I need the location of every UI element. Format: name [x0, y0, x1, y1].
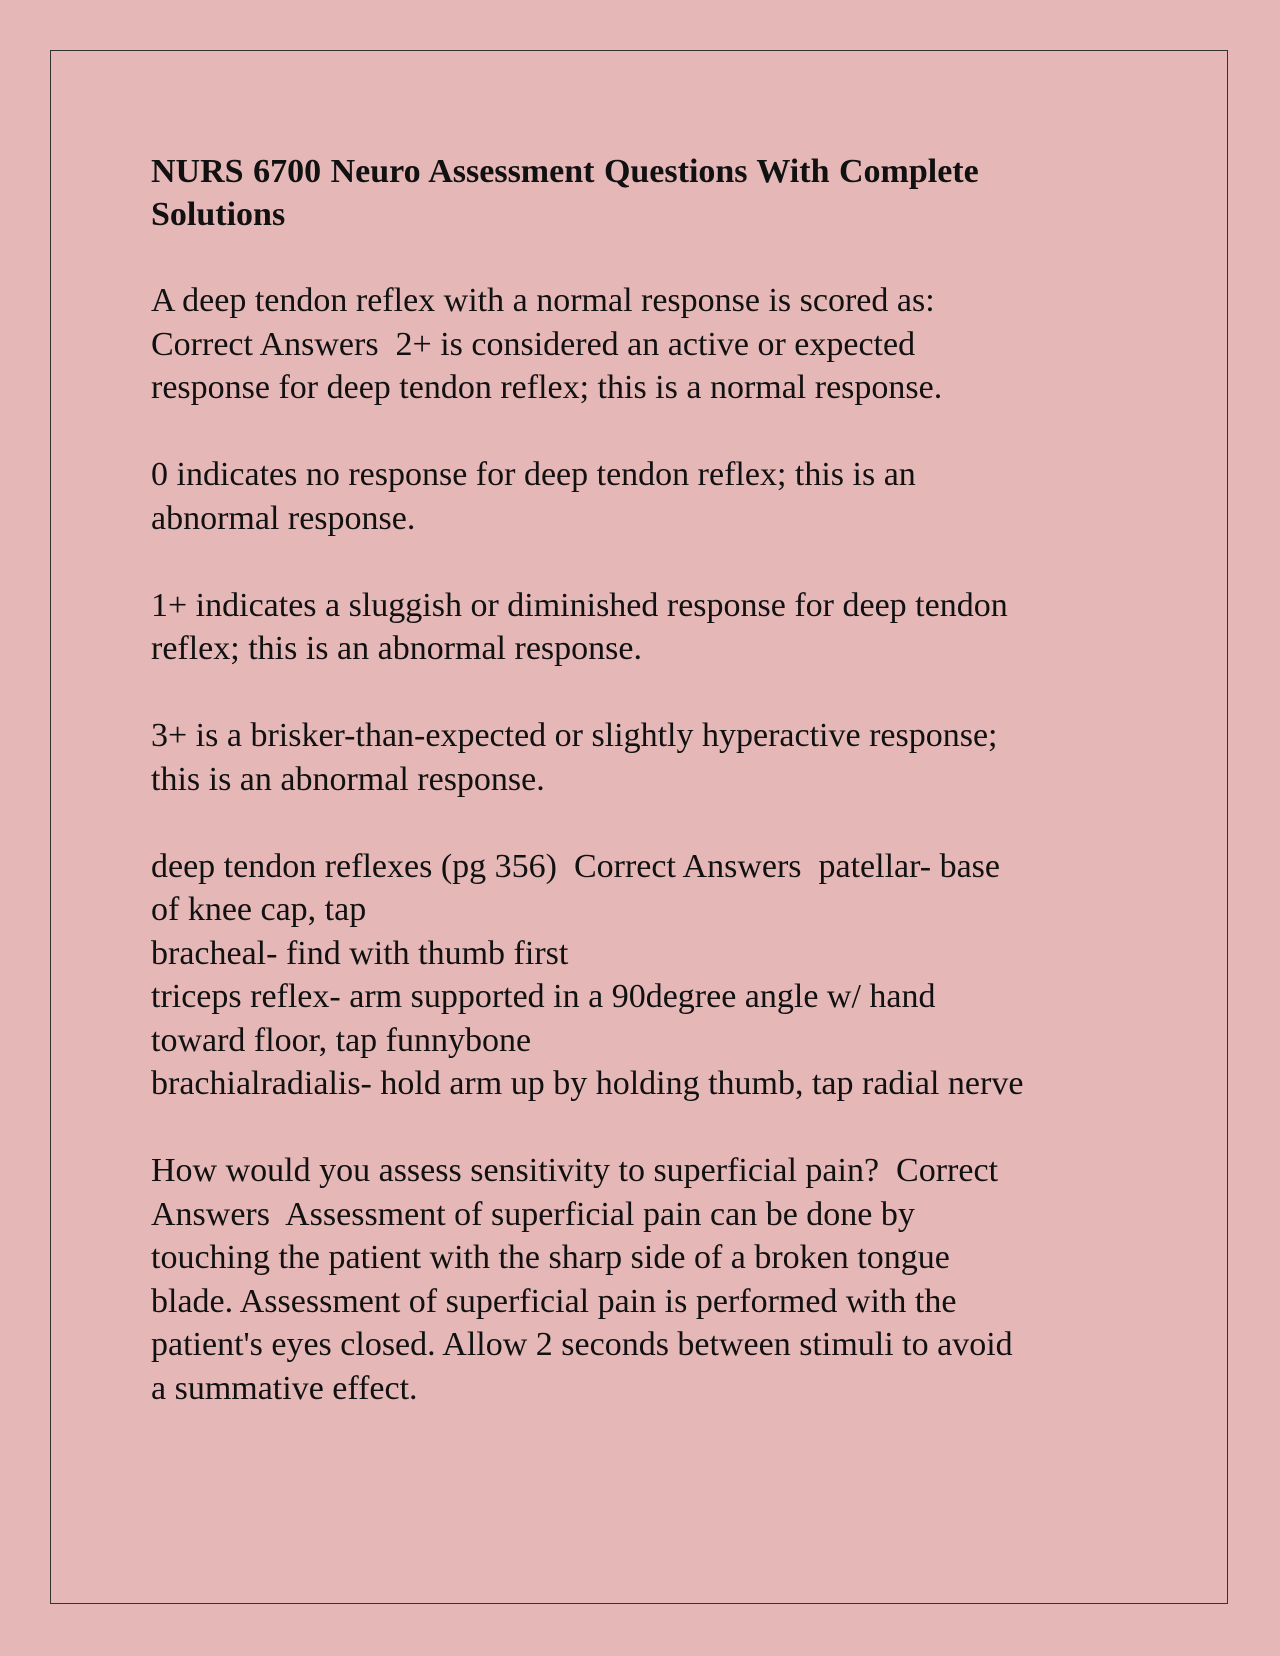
text-line: 1+ indicates a sluggish or diminished response for deep tendon [151, 586, 1008, 624]
document-title [151, 150, 1131, 236]
paragraph-zero-response [151, 453, 1131, 540]
text-line: patient's eyes closed. Allow 2 seconds between stimuli to avoid [151, 1326, 1013, 1363]
paragraph-superficial-pain [151, 1149, 1131, 1410]
text-line: Correct Answers 2+ is considered an active or expected [151, 325, 916, 363]
text-line: abnormal response. [151, 499, 416, 537]
title-line: Solutions [151, 196, 286, 233]
text-line: 3+ is a brisker-than-expected or slightly hyperactive response; [151, 717, 998, 754]
text-line: touching the patient with the sharp side of a broken tongue [151, 1239, 950, 1276]
title-line: NURS 6700 Neuro Assessment Questions With Complete [151, 153, 979, 190]
text-line: this is an abnormal response. [151, 760, 545, 798]
paragraph-one-plus-response [151, 584, 1131, 671]
text-line: bracheal- find with thumb first [151, 934, 569, 972]
document-body [151, 150, 1131, 1454]
paragraph-deep-tendon-reflexes [151, 845, 1131, 1106]
paragraph-normal-reflex [151, 279, 1131, 410]
text-line: A deep tendon reflex with a normal response is scored as: [151, 282, 935, 319]
text-line: response for deep tendon reflex; this is a normal response. [151, 369, 943, 406]
text-line: 0 indicates no response for deep tendon reflex; this is an [151, 456, 916, 493]
text-line: toward floor, tap funnybone [151, 1021, 532, 1059]
text-line: deep tendon reflexes (pg 356) Correct Answers patellar- base [151, 847, 1001, 885]
text-line: How would you assess sensitivity to superficial pain? Correct [151, 1152, 999, 1189]
text-line: of knee cap, tap [151, 891, 367, 928]
text-line: reflex; this is an abnormal response. [151, 630, 642, 667]
text-line: triceps reflex- arm supported in a 90degree angle w/ hand [151, 978, 936, 1015]
text-line: a summative effect. [151, 1369, 418, 1407]
text-line: brachialradialis- hold arm up by holding thumb, tap radial nerve [151, 1065, 1024, 1102]
text-line: Answers Assessment of superficial pain can be done by [151, 1195, 915, 1233]
text-line: blade. Assessment of superficial pain is performed with the [151, 1282, 957, 1320]
paragraph-three-plus-response [151, 714, 1131, 801]
